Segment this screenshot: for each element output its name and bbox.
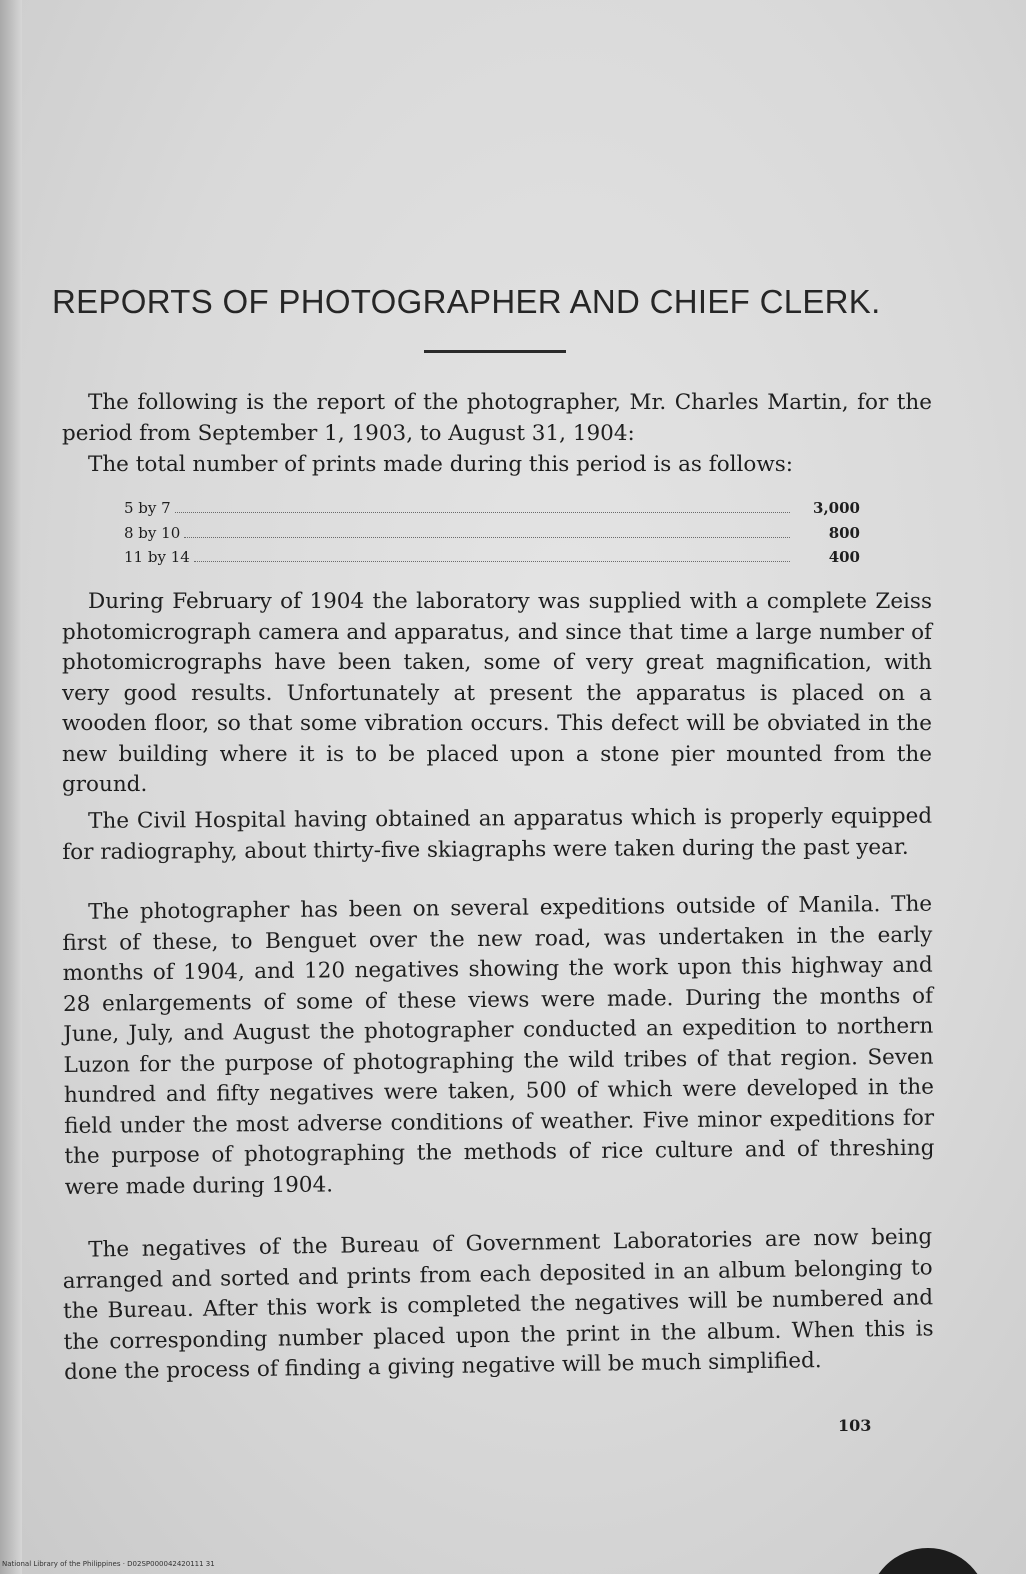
print-count: 3,000: [813, 499, 860, 517]
leader-dots: [175, 512, 790, 513]
table-row: [124, 521, 860, 546]
print-count: 400: [828, 548, 860, 566]
thumb-shadow: [868, 1548, 988, 1574]
leader-dots: [194, 561, 790, 562]
page-number: 103: [838, 1416, 872, 1435]
print-count: 800: [828, 523, 860, 542]
scan-footer-caption: National Library of the Philippines · D02SP000042420111 31: [2, 1560, 215, 1568]
prints-table: [124, 496, 860, 570]
intro-paragraph: The following is the report of the photographer, Mr. Charles Martin, for the period from September 1, 1903, to August 31, 1904:: [62, 390, 932, 446]
negatives-paragraph: The negatives of the Bureau of Government Laboratories are now being arranged and sorted and prints from each deposited in an album belonging to the Bureau. After this work is completed the negatives will be numbered and the corresponding number placed upon the print in the album. When this is done the process of finding a giving negative will be much simplified.: [62, 1224, 934, 1385]
title-divider: [424, 350, 566, 353]
table-row: [124, 545, 860, 570]
page-spine-shadow: [0, 0, 22, 1574]
print-size: 5 by 7: [124, 499, 171, 517]
table-row: [124, 496, 860, 521]
print-size: 11 by 14: [124, 548, 190, 566]
expeditions-paragraph: The photographer has been on several expeditions outside of Manila. The first of these, to Benguet over the new road, was undertaken in the early months of 1904, and 120 negatives showing the work upon this highway and 28 enlargements of some of these views were made. During the months of June, July, and August the photographer conducted an expedition to northern Luzon for the purpose of photographing the wild tribes of that region. Seven hundred and fifty negatives were taken, 500 of which were developed in the field under the most adverse conditions of weather. Five minor expeditions for the purpose of photographing the methods of rice culture and of threshing were made during 1904.: [62, 891, 935, 1200]
prints-intro-paragraph: The total number of prints made during this period is as follows:: [88, 452, 794, 477]
print-size: 8 by 10: [124, 523, 181, 542]
leader-dots: [184, 537, 790, 538]
photomicrograph-paragraph: During February of 1904 the laboratory was supplied with a complete Zeiss photomicrograph camera and apparatus, and since that time a large number of photomicrographs have been taken, some of very great magnification, with very good results. Unfortunately at present the apparatus is placed on a wooden floor, so that some vibration occurs. This defect will be obviated in the new building where it is to be placed upon a stone pier mounted from the ground.: [62, 589, 932, 797]
page-title: REPORTS OF PHOTOGRAPHER AND CHIEF CLERK.: [52, 283, 881, 320]
radiography-paragraph: The Civil Hospital having obtained an apparatus which is properly equipped for radiography, about thirty-five skiagraphs were taken during the past year.: [62, 803, 933, 865]
